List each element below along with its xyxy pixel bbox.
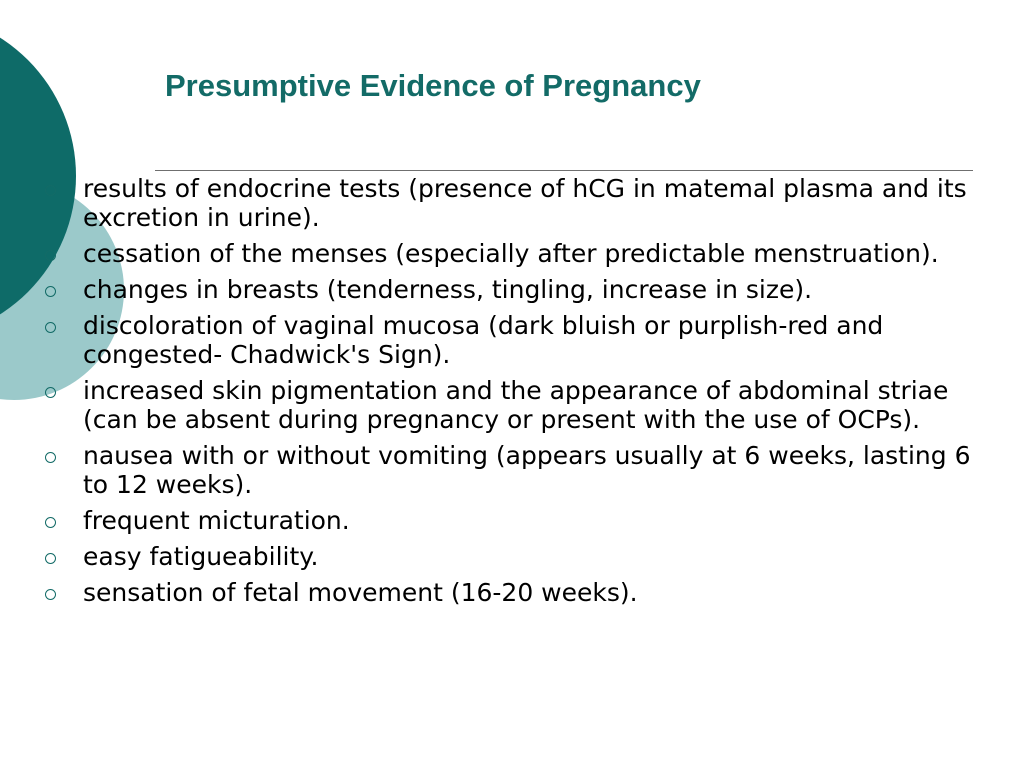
list-item-text: sensation of fetal movement (16-20 weeks). [83, 578, 638, 607]
title-underline [155, 170, 973, 171]
list-item [45, 506, 985, 535]
list-item [45, 542, 985, 571]
list-item-text: easy fatigueability. [83, 542, 319, 571]
bullet-circle-icon [45, 250, 56, 261]
list-item [45, 441, 985, 499]
list-item [45, 174, 985, 232]
list-item [45, 311, 985, 369]
bullet-circle-icon [45, 452, 56, 463]
list-item-text: changes in breasts (tenderness, tingling, increase in size). [83, 275, 813, 304]
bullet-circle-icon [45, 387, 56, 398]
bullet-circle-icon [45, 185, 56, 196]
list-item [45, 376, 985, 434]
list-item [45, 578, 985, 607]
bullet-circle-icon [45, 322, 56, 333]
list-item [45, 275, 985, 304]
bullet-list [45, 174, 985, 614]
bullet-circle-icon [45, 286, 56, 297]
list-item-text: nausea with or without vomiting (appears usually at 6 weeks, lasting 6 to 12 weeks). [83, 441, 971, 499]
bullet-circle-icon [45, 589, 56, 600]
bullet-circle-icon [45, 517, 56, 528]
list-item-text: increased skin pigmentation and the appearance of abdominal striae (can be absent during pregnancy or present with the use of OCPs). [83, 376, 949, 434]
list-item-text: cessation of the menses (especially after predictable menstruation). [83, 239, 939, 268]
bullet-circle-icon [45, 553, 56, 564]
list-item-text: frequent micturation. [83, 506, 350, 535]
slide-title: Presumptive Evidence of Pregnancy [165, 68, 701, 103]
list-item [45, 239, 985, 268]
list-item-text: discoloration of vaginal mucosa (dark bluish or purplish-red and congested- Chadwick's Sign). [83, 311, 884, 369]
list-item-text: results of endocrine tests (presence of hCG in matemal plasma and its excretion in urine). [83, 174, 967, 232]
